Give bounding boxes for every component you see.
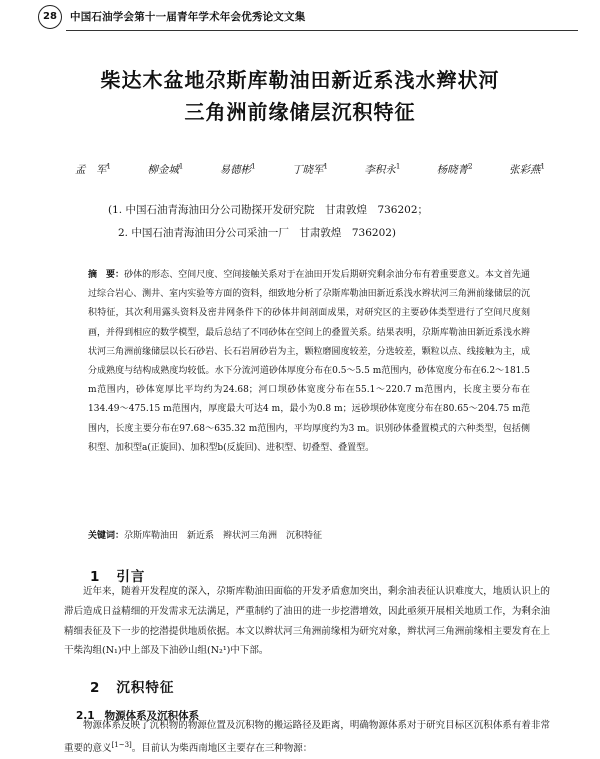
author: 张彩燕$^1$ bbox=[508, 162, 545, 176]
author: 丁晓军$^1$ bbox=[291, 162, 328, 176]
author: 孟 军$^1$ bbox=[75, 162, 111, 176]
keywords-label: 关键词： bbox=[88, 531, 125, 541]
running-header bbox=[38, 4, 578, 30]
section-2-1-paragraph bbox=[64, 716, 550, 759]
running-title: 中国石油学会第十一届青年学术年会优秀论文文集 bbox=[70, 11, 306, 23]
section-1-paragraph: 近年来，随着开发程度的深入，尕斯库勒油田面临的开发矛盾愈加突出，剩余油表征认识难度大，地质认识上的滞后造成日益精细的开发需求无法满足，严重制约了油田的进一步挖潜增效，因此亟须开展相关地质工作，为剩余油精细表征及下一步的挖潜提供地质依据。本文以辫状河三角洲前缘相为研究对象，辫状河三角洲前缘相主要发育在上干柴沟组(N₁)中上部及下油砂山组(N₂¹)中下部。 bbox=[64, 586, 550, 657]
paper-title-line-2: 三角洲前缘储层沉积特征 bbox=[184, 100, 416, 124]
keywords-text: 尕斯库勒油田 新近系 辫状河三角洲 沉积特征 bbox=[124, 531, 323, 541]
abstract-label: 摘 要： bbox=[88, 270, 125, 280]
page-number: 28 bbox=[38, 5, 62, 29]
paragraph-text: 。目前认为柴西南地区主要存在三种物源： bbox=[131, 742, 313, 754]
citation: [1~3] bbox=[111, 740, 132, 749]
author: 杨晓菁$^2$ bbox=[436, 162, 473, 176]
section-number: 1 bbox=[90, 569, 101, 585]
abstract bbox=[88, 266, 530, 458]
section-number: 2 bbox=[90, 680, 101, 696]
abstract-text: 砂体的形态、空间尺度、空间接触关系对于在油田开发后期研究剩余油分布有着重要意义。本文首先通过综合岩心、测井、室内实验等方面的资料，细致地分析了尕斯库勒油田新近系浅水辫状河三角洲前缘储层的沉积特征，其次利用露头资料及密井网条件下的砂体井间剖面成果，对研究区的主要砂体类型进行了空间尺度刻画，并得到相应的数学模型，最后总结了不同砂体在空间上的叠置关系。结果表明，尕斯库勒油田新近系浅水辫状河三角洲前缘储层以长石砂岩、长石岩屑砂岩为主，颗粒磨圆度较差，分选较差，颗粒以点、线接触为主，成分成熟度与结构成熟度均较低。水下分流河道砂体厚度分布在0.5～5.5 m范围内，砂体宽度分布在6.2～181.5 m范围内，砂体宽厚比平均约为24.68；河口坝砂体宽度分布在55.1～220.7 m范围内，长度主要分布在134.49～475.15 m范围内，厚度最大可达4 m，最小为0.8 m；远砂坝砂体宽度分布在80.65～204.75 m范围内，长度主要分布在97.68～635.32 m范围内，平均厚度约为3 m。识别砂体叠置模式的六种类型，包括侧积型、加积型a(正旋回)、加积型b(反旋回)、进积型、切叠型、叠置型。 bbox=[88, 270, 530, 453]
header-rule bbox=[66, 30, 578, 31]
author: 李积永$^1$ bbox=[364, 162, 401, 176]
subsection-number: 2.1 bbox=[76, 710, 95, 722]
author-list bbox=[75, 162, 545, 177]
paragraph-text: 物源体系反映了沉积物的物源位置及沉积物的搬运路径及距离，明确物源体系对于研究目标区沉积体系有着非常重要的意义 bbox=[64, 720, 550, 754]
author: 柳金城$^1$ bbox=[147, 162, 184, 176]
section-2-heading bbox=[90, 676, 174, 696]
keywords bbox=[88, 528, 530, 541]
affiliation-2: 2. 中国石油青海油田分公司采油一厂 甘肃敦煌 736202) bbox=[118, 227, 397, 239]
affiliation-1: (1. 中国石油青海油田分公司勘探开发研究院 甘肃敦煌 736202； bbox=[108, 204, 429, 216]
author: 易德彬$^1$ bbox=[219, 162, 256, 176]
subsection-title: 物源体系及沉积体系 bbox=[104, 710, 200, 722]
paper-title-line-1: 柴达木盆地尕斯库勒油田新近系浅水辫状河 bbox=[100, 68, 500, 92]
section-title: 引言 bbox=[116, 569, 146, 585]
section-title: 沉积特征 bbox=[116, 680, 175, 696]
